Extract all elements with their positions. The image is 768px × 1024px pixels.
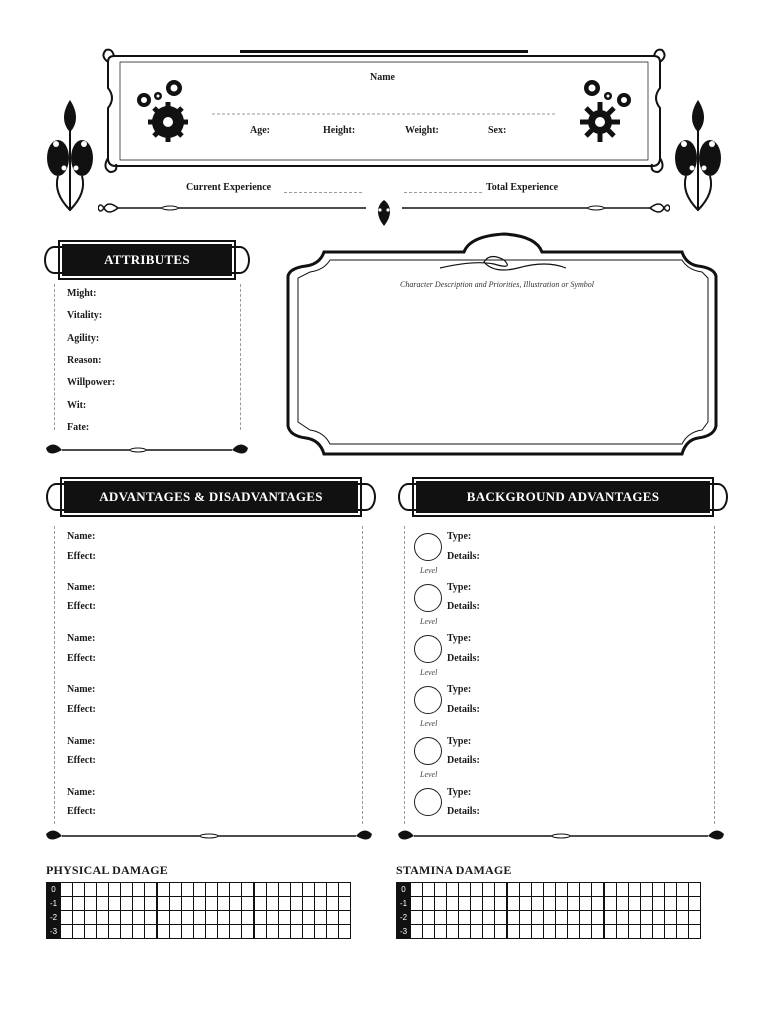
damage-box[interactable]: [157, 925, 170, 939]
damage-box[interactable]: [315, 925, 327, 939]
level-label: Level: [420, 617, 438, 626]
details-label: Details:: [447, 704, 480, 715]
attributes-banner: [62, 244, 232, 276]
damage-box[interactable]: [218, 897, 230, 911]
damage-box[interactable]: [580, 911, 592, 925]
damage-box[interactable]: [447, 883, 459, 897]
damage-row-label: -2: [397, 911, 411, 925]
damage-box[interactable]: [291, 897, 303, 911]
damage-box[interactable]: [653, 883, 665, 897]
damage-box[interactable]: [665, 911, 677, 925]
damage-box[interactable]: [629, 911, 641, 925]
damage-box[interactable]: [85, 911, 97, 925]
damage-box[interactable]: [315, 911, 327, 925]
damage-box[interactable]: [170, 883, 182, 897]
damage-box[interactable]: [291, 883, 303, 897]
details-label: Details:: [447, 551, 480, 562]
damage-box[interactable]: [170, 925, 182, 939]
level-circle[interactable]: [414, 533, 442, 561]
damage-box[interactable]: [327, 925, 339, 939]
advantages-banner: [64, 481, 358, 513]
damage-box[interactable]: [73, 925, 85, 939]
advantage-effect-label: Effect:: [67, 806, 96, 817]
damage-box[interactable]: [689, 911, 701, 925]
damage-box[interactable]: [206, 883, 218, 897]
damage-box[interactable]: [495, 883, 508, 897]
level-circle[interactable]: [414, 737, 442, 765]
age-label: Age:: [250, 125, 270, 136]
damage-box[interactable]: [483, 897, 495, 911]
damage-box[interactable]: [617, 911, 629, 925]
damage-box[interactable]: [677, 897, 689, 911]
damage-box[interactable]: [641, 897, 653, 911]
damage-box[interactable]: [97, 911, 109, 925]
advantage-effect-label: Effect:: [67, 653, 96, 664]
level-label: Level: [420, 770, 438, 779]
damage-box[interactable]: [109, 925, 121, 939]
damage-box[interactable]: [97, 883, 109, 897]
damage-box[interactable]: [61, 911, 73, 925]
damage-box[interactable]: [604, 883, 617, 897]
gears-left-icon: [132, 76, 192, 146]
damage-box[interactable]: [303, 925, 315, 939]
damage-box[interactable]: [592, 897, 605, 911]
damage-box[interactable]: [604, 925, 617, 939]
attribute-reason: Reason:: [67, 355, 102, 366]
damage-row: [397, 897, 701, 911]
damage-box[interactable]: [580, 897, 592, 911]
attributes-right-rule: [240, 284, 241, 430]
attribute-fate: Fate:: [67, 422, 90, 433]
damage-box[interactable]: [447, 897, 459, 911]
damage-box[interactable]: [665, 925, 677, 939]
damage-row: [397, 911, 701, 925]
damage-box[interactable]: [677, 883, 689, 897]
background-right-rule: [714, 526, 715, 824]
damage-box[interactable]: [279, 925, 291, 939]
damage-box[interactable]: [85, 897, 97, 911]
damage-box[interactable]: [206, 911, 218, 925]
damage-box[interactable]: [471, 883, 483, 897]
damage-box[interactable]: [435, 897, 447, 911]
damage-box[interactable]: [157, 883, 170, 897]
damage-box[interactable]: [182, 911, 194, 925]
damage-box[interactable]: [133, 897, 145, 911]
damage-box[interactable]: [580, 883, 592, 897]
damage-box[interactable]: [303, 911, 315, 925]
damage-box[interactable]: [617, 883, 629, 897]
damage-box[interactable]: [254, 925, 267, 939]
damage-box[interactable]: [254, 911, 267, 925]
damage-box[interactable]: [653, 897, 665, 911]
damage-box[interactable]: [218, 883, 230, 897]
damage-box[interactable]: [182, 897, 194, 911]
damage-box[interactable]: [303, 897, 315, 911]
background-banner: [416, 481, 710, 513]
damage-box[interactable]: [653, 925, 665, 939]
attribute-might: Might:: [67, 288, 97, 299]
damage-box[interactable]: [157, 911, 170, 925]
background-divider: [394, 824, 728, 848]
damage-box[interactable]: [411, 925, 423, 939]
damage-box[interactable]: [556, 925, 568, 939]
advantage-name-label: Name:: [67, 684, 96, 695]
damage-box[interactable]: [194, 925, 206, 939]
damage-box[interactable]: [230, 925, 242, 939]
damage-box[interactable]: [592, 883, 605, 897]
damage-row-label: -1: [397, 897, 411, 911]
damage-box[interactable]: [85, 925, 97, 939]
damage-box[interactable]: [629, 897, 641, 911]
physical-damage-track[interactable]: [46, 882, 351, 939]
damage-box[interactable]: [665, 897, 677, 911]
damage-box[interactable]: [73, 883, 85, 897]
damage-box[interactable]: [544, 897, 556, 911]
total-experience-label: Total Experience: [486, 182, 559, 193]
damage-box[interactable]: [145, 897, 158, 911]
damage-box[interactable]: [327, 897, 339, 911]
damage-box[interactable]: [592, 911, 605, 925]
damage-box[interactable]: [315, 883, 327, 897]
damage-box[interactable]: [447, 925, 459, 939]
damage-box[interactable]: [544, 911, 556, 925]
details-label: Details:: [447, 601, 480, 612]
type-label: Type:: [447, 787, 472, 798]
damage-box[interactable]: [61, 883, 73, 897]
details-label: Details:: [447, 806, 480, 817]
attributes-left-rule: [54, 284, 55, 430]
damage-box[interactable]: [242, 925, 255, 939]
advantage-name-label: Name:: [67, 531, 96, 542]
damage-box[interactable]: [206, 897, 218, 911]
damage-box[interactable]: [109, 911, 121, 925]
damage-box[interactable]: [170, 911, 182, 925]
damage-box[interactable]: [85, 883, 97, 897]
damage-box[interactable]: [459, 883, 471, 897]
damage-box[interactable]: [435, 925, 447, 939]
advantage-effect-label: Effect:: [67, 704, 96, 715]
bird-ornament-right-icon: [672, 98, 724, 214]
damage-row: [47, 925, 351, 939]
damage-box[interactable]: [182, 883, 194, 897]
damage-box[interactable]: [61, 897, 73, 911]
damage-box[interactable]: [568, 925, 580, 939]
type-label: Type:: [447, 736, 472, 747]
attribute-willpower: Willpower:: [67, 377, 116, 388]
damage-box[interactable]: [459, 925, 471, 939]
damage-box[interactable]: [109, 897, 121, 911]
damage-box[interactable]: [230, 911, 242, 925]
damage-row-label: -3: [47, 925, 61, 939]
damage-box[interactable]: [61, 925, 73, 939]
damage-box[interactable]: [73, 897, 85, 911]
advantages-banner-curl-left-icon: [46, 483, 66, 511]
damage-box[interactable]: [459, 911, 471, 925]
damage-box[interactable]: [267, 897, 279, 911]
damage-box[interactable]: [629, 925, 641, 939]
damage-box[interactable]: [279, 883, 291, 897]
type-label: Type:: [447, 582, 472, 593]
damage-box[interactable]: [447, 911, 459, 925]
damage-box[interactable]: [339, 883, 351, 897]
damage-box[interactable]: [423, 925, 435, 939]
damage-box[interactable]: [483, 911, 495, 925]
damage-box[interactable]: [267, 925, 279, 939]
damage-box[interactable]: [520, 883, 532, 897]
damage-box[interactable]: [423, 911, 435, 925]
damage-box[interactable]: [423, 897, 435, 911]
damage-row-label: -1: [47, 897, 61, 911]
damage-box[interactable]: [267, 911, 279, 925]
advantage-effect-label: Effect:: [67, 551, 96, 562]
advantage-name-label: Name:: [67, 582, 96, 593]
advantages-title: ADVANTAGES & DISADVANTAGES: [99, 489, 323, 504]
damage-box[interactable]: [157, 897, 170, 911]
damage-row: [47, 911, 351, 925]
damage-box[interactable]: [435, 911, 447, 925]
damage-row-label: 0: [397, 883, 411, 897]
damage-box[interactable]: [604, 911, 617, 925]
damage-box[interactable]: [629, 883, 641, 897]
damage-box[interactable]: [689, 883, 701, 897]
bird-ornament-left-icon: [44, 98, 96, 214]
attributes-banner-curl-right-icon: [230, 246, 250, 274]
damage-box[interactable]: [568, 883, 580, 897]
attribute-agility: Agility:: [67, 333, 100, 344]
height-label: Height:: [323, 125, 356, 136]
damage-box[interactable]: [218, 911, 230, 925]
damage-box[interactable]: [218, 925, 230, 939]
damage-box[interactable]: [230, 897, 242, 911]
type-label: Type:: [447, 531, 472, 542]
damage-box[interactable]: [145, 883, 158, 897]
damage-box[interactable]: [507, 883, 520, 897]
advantages-right-rule: [362, 526, 363, 824]
damage-box[interactable]: [339, 925, 351, 939]
physical-damage-title: PHYSICAL DAMAGE: [46, 863, 169, 877]
damage-box[interactable]: [121, 883, 133, 897]
details-label: Details:: [447, 653, 480, 664]
attribute-wit: Wit:: [67, 400, 87, 411]
advantages-divider: [42, 824, 376, 848]
damage-box[interactable]: [495, 925, 508, 939]
advantage-name-label: Name:: [67, 787, 96, 798]
damage-box[interactable]: [507, 911, 520, 925]
damage-box[interactable]: [145, 925, 158, 939]
attributes-divider: [42, 438, 252, 462]
damage-box[interactable]: [556, 897, 568, 911]
damage-box[interactable]: [121, 897, 133, 911]
damage-box[interactable]: [677, 925, 689, 939]
details-label: Details:: [447, 755, 480, 766]
damage-box[interactable]: [206, 925, 218, 939]
damage-box[interactable]: [471, 925, 483, 939]
current-experience-field[interactable]: [284, 188, 362, 193]
damage-box[interactable]: [279, 911, 291, 925]
damage-box[interactable]: [471, 897, 483, 911]
damage-box[interactable]: [483, 925, 495, 939]
advantages-left-rule: [54, 526, 55, 824]
damage-box[interactable]: [435, 883, 447, 897]
damage-box[interactable]: [97, 925, 109, 939]
current-experience-label: Current Experience: [186, 182, 272, 193]
damage-box[interactable]: [520, 925, 532, 939]
level-label: Level: [420, 566, 438, 575]
damage-box[interactable]: [133, 911, 145, 925]
damage-row: [47, 897, 351, 911]
advantage-effect-label: Effect:: [67, 755, 96, 766]
damage-box[interactable]: [133, 925, 145, 939]
damage-box[interactable]: [73, 911, 85, 925]
damage-box[interactable]: [532, 925, 544, 939]
level-label: Level: [420, 719, 438, 728]
damage-box[interactable]: [507, 925, 520, 939]
attributes-banner-curl-left-icon: [44, 246, 64, 274]
advantage-effect-label: Effect:: [67, 601, 96, 612]
header-divider: [98, 198, 670, 228]
damage-box[interactable]: [677, 911, 689, 925]
damage-box[interactable]: [254, 897, 267, 911]
level-label: Level: [420, 668, 438, 677]
damage-box[interactable]: [279, 897, 291, 911]
description-caption: Character Description and Priorities, Illustration or Symbol: [400, 280, 594, 289]
damage-box[interactable]: [242, 883, 255, 897]
damage-box[interactable]: [568, 911, 580, 925]
damage-box[interactable]: [544, 883, 556, 897]
damage-box[interactable]: [170, 897, 182, 911]
damage-box[interactable]: [194, 911, 206, 925]
damage-box[interactable]: [592, 925, 605, 939]
damage-box[interactable]: [303, 883, 315, 897]
damage-box[interactable]: [411, 911, 423, 925]
damage-box[interactable]: [133, 883, 145, 897]
weight-label: Weight:: [405, 125, 439, 136]
damage-box[interactable]: [532, 883, 544, 897]
name-label: Name: [370, 72, 395, 83]
damage-box[interactable]: [327, 911, 339, 925]
damage-box[interactable]: [544, 925, 556, 939]
attributes-title: ATTRIBUTES: [104, 252, 190, 267]
level-circle[interactable]: [414, 584, 442, 612]
damage-box[interactable]: [604, 897, 617, 911]
damage-box[interactable]: [520, 911, 532, 925]
damage-box[interactable]: [254, 883, 267, 897]
damage-box[interactable]: [339, 911, 351, 925]
damage-row: [397, 925, 701, 939]
damage-box[interactable]: [568, 897, 580, 911]
gears-right-icon: [576, 76, 636, 146]
background-title: BACKGROUND ADVANTAGES: [466, 489, 660, 504]
damage-box[interactable]: [556, 883, 568, 897]
damage-box[interactable]: [653, 911, 665, 925]
damage-box[interactable]: [617, 925, 629, 939]
damage-box[interactable]: [641, 883, 653, 897]
damage-box[interactable]: [230, 883, 242, 897]
damage-box[interactable]: [556, 911, 568, 925]
damage-row-label: -2: [47, 911, 61, 925]
damage-row: [47, 883, 351, 897]
type-label: Type:: [447, 633, 472, 644]
damage-box[interactable]: [315, 897, 327, 911]
damage-box[interactable]: [339, 897, 351, 911]
damage-box[interactable]: [641, 911, 653, 925]
level-circle[interactable]: [414, 635, 442, 663]
background-banner-curl-right-icon: [708, 483, 728, 511]
description-area[interactable]: [300, 296, 704, 446]
stamina-damage-track[interactable]: [396, 882, 701, 939]
damage-box[interactable]: [580, 925, 592, 939]
damage-box[interactable]: [194, 897, 206, 911]
damage-box[interactable]: [145, 911, 158, 925]
level-circle[interactable]: [414, 686, 442, 714]
damage-box[interactable]: [689, 897, 701, 911]
damage-box[interactable]: [121, 911, 133, 925]
damage-row-label: -3: [397, 925, 411, 939]
damage-box[interactable]: [483, 883, 495, 897]
damage-box[interactable]: [291, 925, 303, 939]
damage-box[interactable]: [411, 897, 423, 911]
stamina-damage-title: STAMINA DAMAGE: [396, 863, 512, 877]
damage-row-label: 0: [47, 883, 61, 897]
advantage-name-label: Name:: [67, 633, 96, 644]
background-left-rule: [404, 526, 405, 824]
damage-box[interactable]: [471, 911, 483, 925]
level-circle[interactable]: [414, 788, 442, 816]
advantage-name-label: Name:: [67, 736, 96, 747]
damage-box[interactable]: [617, 897, 629, 911]
damage-box[interactable]: [291, 911, 303, 925]
damage-box[interactable]: [242, 897, 255, 911]
damage-box[interactable]: [109, 883, 121, 897]
damage-box[interactable]: [327, 883, 339, 897]
background-banner-curl-left-icon: [398, 483, 418, 511]
damage-box[interactable]: [532, 897, 544, 911]
damage-box[interactable]: [97, 897, 109, 911]
damage-box[interactable]: [665, 883, 677, 897]
damage-box[interactable]: [507, 897, 520, 911]
damage-box[interactable]: [495, 897, 508, 911]
attribute-vitality: Vitality:: [67, 310, 103, 321]
damage-box[interactable]: [423, 883, 435, 897]
damage-box[interactable]: [641, 925, 653, 939]
damage-box[interactable]: [532, 911, 544, 925]
type-label: Type:: [447, 684, 472, 695]
total-experience-field[interactable]: [404, 188, 482, 193]
damage-box[interactable]: [182, 925, 194, 939]
advantages-banner-curl-right-icon: [356, 483, 376, 511]
damage-box[interactable]: [194, 883, 206, 897]
sex-label: Sex:: [488, 125, 507, 136]
damage-box[interactable]: [689, 925, 701, 939]
damage-box[interactable]: [267, 883, 279, 897]
damage-box[interactable]: [495, 911, 508, 925]
damage-box[interactable]: [520, 897, 532, 911]
damage-box[interactable]: [459, 897, 471, 911]
damage-box[interactable]: [121, 925, 133, 939]
damage-box[interactable]: [411, 883, 423, 897]
damage-row: [397, 883, 701, 897]
damage-box[interactable]: [242, 911, 255, 925]
